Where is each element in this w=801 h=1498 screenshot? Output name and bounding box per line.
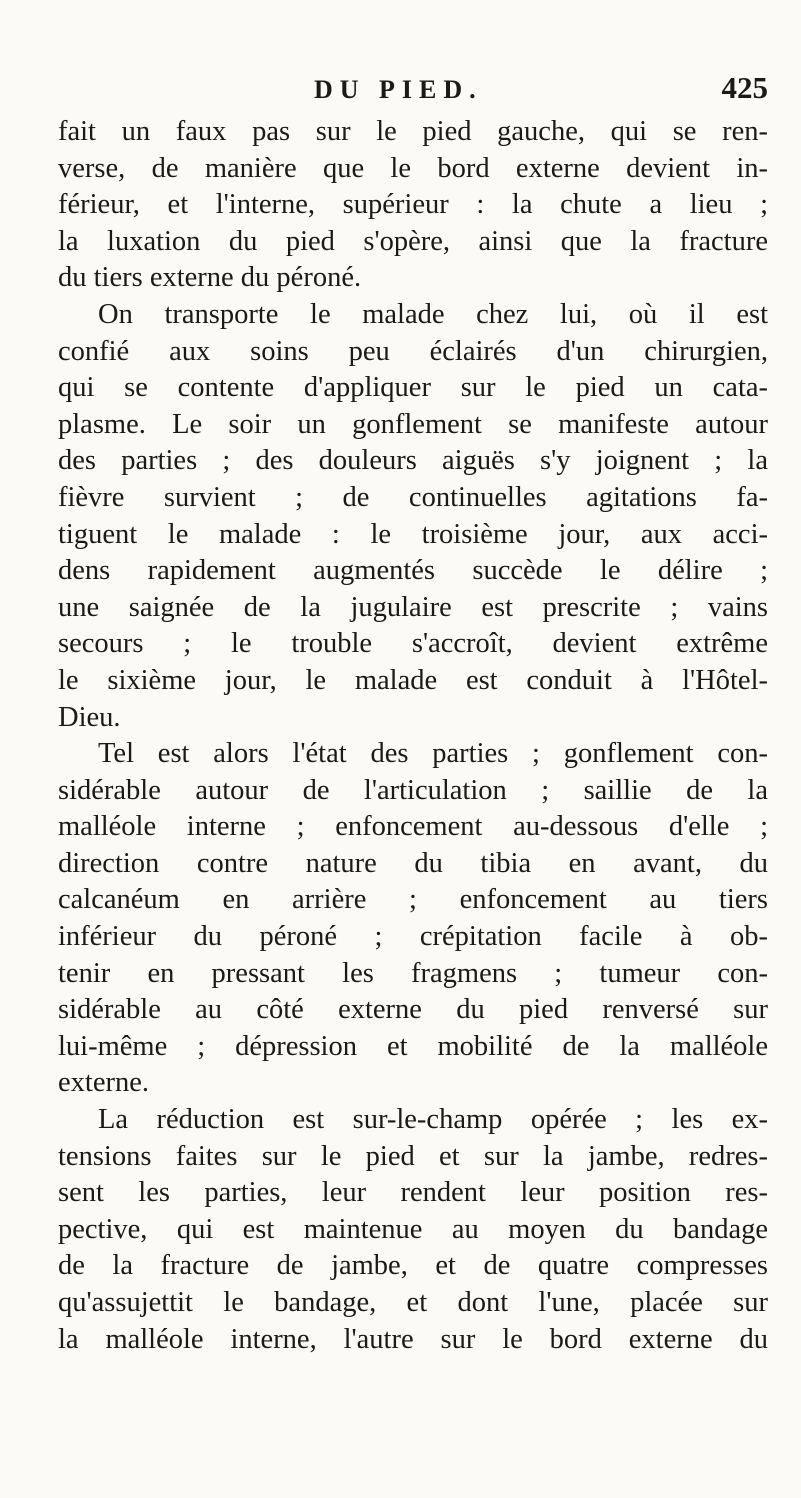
text-line: tiguent le malade : le troisième jour, aux acci- <box>58 518 768 550</box>
text-line: externe. <box>58 1067 149 1099</box>
page-number: 425 <box>721 70 768 105</box>
text-line: du tiers externe du péroné. <box>58 262 362 294</box>
text-line: la luxation du pied s'opère, ainsi que la fracture <box>58 225 768 257</box>
text-line: des parties ; des douleurs aiguës s'y joignent ; la <box>58 445 768 477</box>
paragraph-start-line: On transporte le malade chez lui, où il est <box>98 298 768 330</box>
text-line: sidérable autour de l'articulation ; saillie de la <box>58 774 768 806</box>
text-line: inférieur du péroné ; crépitation facile à ob- <box>58 921 768 953</box>
text-line: plasme. Le soir un gonflement se manifeste autour <box>58 408 768 440</box>
text-line: lui-même ; dépression et mobilité de la malléole <box>58 1030 768 1062</box>
text-line: dens rapidement augmentés succède le délire ; <box>58 555 768 587</box>
text-line: sent les parties, leur rendent leur position res- <box>58 1177 768 1209</box>
text-line: pective, qui est maintenue au moyen du bandage <box>58 1213 768 1245</box>
text-line: calcanéum en arrière ; enfoncement au tiers <box>58 884 768 916</box>
body-text <box>58 114 768 1358</box>
text-line: qu'assujettit le bandage, et dont l'une, placée sur <box>58 1287 768 1318</box>
text-line: malléole interne ; enfoncement au-dessous d'elle ; <box>58 811 768 843</box>
text-line: Dieu. <box>58 701 121 733</box>
text-line: confié aux soins peu éclairés d'un chirurgien, <box>58 335 768 367</box>
running-head <box>58 72 768 112</box>
running-title: DU PIED. <box>314 75 483 104</box>
paragraph-start-line: La réduction est sur-le-champ opérée ; les ex- <box>98 1104 768 1136</box>
text-line: tenir en pressant les fragmens ; tumeur con- <box>58 957 768 989</box>
text-line: la malléole interne, l'autre sur le bord externe du <box>58 1323 768 1355</box>
text-line: férieur, et l'interne, supérieur : la chute a lieu ; <box>58 189 768 221</box>
paragraph-start-line: Tel est alors l'état des parties ; gonflement con- <box>98 738 768 770</box>
text-line: direction contre nature du tibia en avant, du <box>58 847 768 879</box>
text-line: qui se contente d'appliquer sur le pied un cata- <box>58 372 768 404</box>
text-line: une saignée de la jugulaire est prescrite ; vains <box>58 591 768 623</box>
text-line: sidérable au côté externe du pied renversé sur <box>58 994 768 1026</box>
text-line: tensions faites sur le pied et sur la jambe, redres- <box>58 1140 768 1172</box>
text-line: secours ; le trouble s'accroît, devient extrême <box>58 628 768 660</box>
text-line: fait un faux pas sur le pied gauche, qui se ren- <box>58 116 768 147</box>
text-line: de la fracture de jambe, et de quatre compresses <box>58 1250 768 1282</box>
text-line: verse, de manière que le bord externe devient in- <box>58 152 768 184</box>
text-line: le sixième jour, le malade est conduit à l'Hôtel- <box>58 664 768 696</box>
text-line: fièvre survient ; de continuelles agitations fa- <box>58 481 768 513</box>
